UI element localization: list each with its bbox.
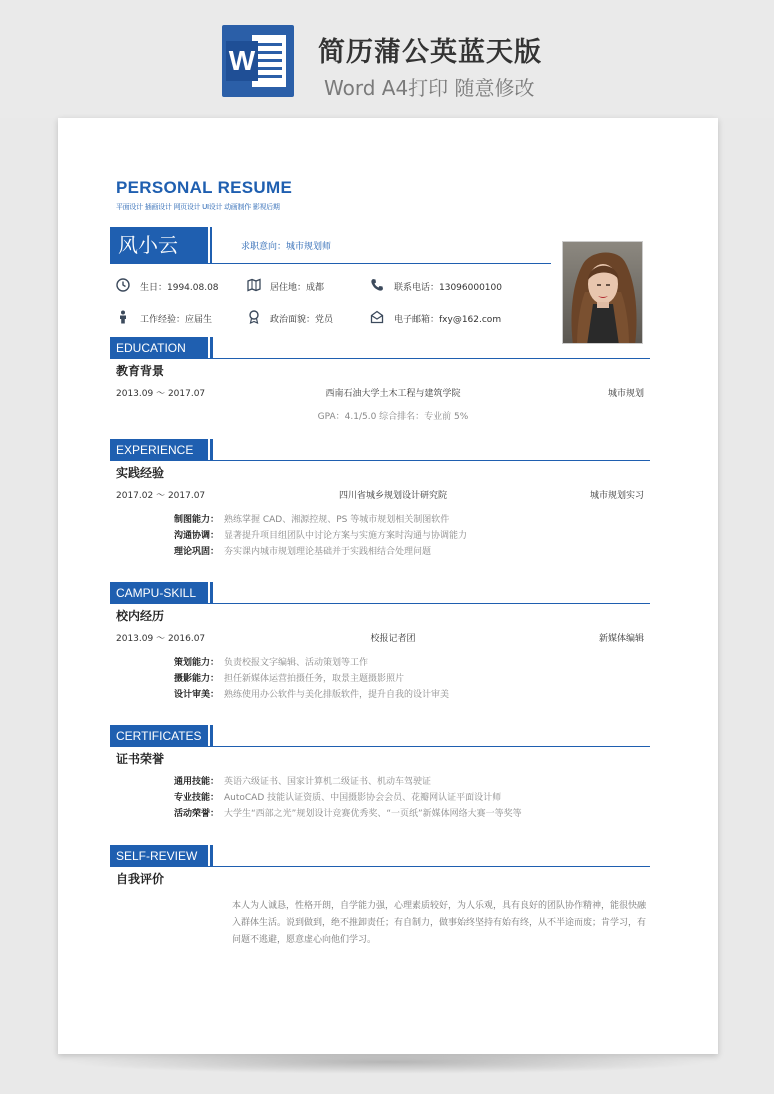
- word-logo-letter: W: [226, 41, 258, 81]
- info-experience: 工作经验：应届生: [140, 315, 213, 325]
- resume-page: [58, 118, 718, 1054]
- experience-divider: [110, 460, 650, 461]
- badge-icon: [247, 310, 261, 324]
- campus-divider: [110, 603, 650, 604]
- profile-photo: [562, 241, 643, 344]
- experience-org: 四川省城乡规划设计研究院: [338, 491, 447, 501]
- banner-subtitle: Word A4打印 随意修改: [324, 76, 535, 100]
- name-box: [110, 227, 208, 263]
- experience-title: 实践经验: [116, 466, 165, 480]
- certificates-title: 证书荣誉: [116, 752, 165, 766]
- phone-icon: [370, 278, 384, 292]
- section-header-certificates: [110, 725, 208, 747]
- certificate-item: 活动荣誉： 大学生“西部之光”规划设计竞赛优秀奖、“一页纸”新媒体网络大赛一等奖等: [174, 809, 522, 819]
- education-gpa: GPA：4.1/5.0 综合排名：专业前 5%: [317, 412, 469, 422]
- certificates-divider: [110, 746, 650, 747]
- education-header-label: EDUCATION: [116, 341, 186, 355]
- info-birthday: 生日：1994.08.08: [140, 283, 219, 293]
- campus-header-label: CAMPU-SKILL: [116, 586, 197, 600]
- job-target: 求职意向：城市规划师: [241, 242, 332, 252]
- campus-item: 策划能力： 负责校报文字编辑、活动策划等工作: [174, 658, 369, 668]
- word-logo-icon: [222, 25, 294, 97]
- section-header-self-review: [110, 845, 208, 867]
- self-review-text: 本人为人诚恳，性格开朗，自学能力强，心理素质较好，为人乐观，具有良好的团队协作精神，能很快融入群体生活。说到做到，绝不推卸责任；有自制力，做事始终坚持有始有终，从不半途而废；肯学习，有问题不逃避，愿意虚心向他们学习。: [232, 901, 647, 945]
- person-icon: [116, 310, 130, 324]
- certificate-item: 专业技能： AutoCAD 技能认证资质、中国摄影协会会员、花瓣网认证平面设计师: [174, 793, 502, 803]
- self-review-divider: [110, 866, 650, 867]
- clock-icon: [116, 278, 130, 292]
- self-review-title: 自我评价: [116, 872, 165, 886]
- map-icon: [247, 278, 261, 292]
- campus-date: 2013.09 ～ 2016.07: [116, 634, 206, 644]
- campus-item: 设计审美： 熟练使用办公软件与美化排版软件，提升自我的设计审美: [174, 690, 450, 700]
- name-divider: [110, 263, 551, 264]
- info-email: 电子邮箱：fxy@162.com: [394, 315, 502, 325]
- resume-subtitle: 平面设计 插画设计 网页设计 UI设计 动画制作 影视后期: [116, 203, 280, 211]
- section-header-education: [110, 337, 208, 359]
- certificates-header-label: CERTIFICATES: [116, 729, 202, 743]
- certificate-item: 通用技能： 英语六级证书、国家计算机二级证书、机动车驾驶证: [174, 777, 432, 787]
- banner-title: 简历蒲公英蓝天版: [318, 37, 542, 68]
- experience-item: 理论巩固： 夯实课内城市规划理论基础并于实践相结合处理问题: [174, 547, 432, 557]
- experience-header-label: EXPERIENCE: [116, 443, 194, 457]
- resume-title: PERSONAL RESUME: [116, 178, 293, 197]
- info-residence: 居住地：成都: [270, 283, 325, 293]
- section-header-campus: [110, 582, 208, 604]
- education-school: 西南石油大学土木工程与建筑学院: [325, 389, 461, 399]
- info-phone: 联系电话：13096000100: [394, 283, 502, 293]
- top-banner: [0, 0, 774, 118]
- campus-role: 新媒体编辑: [598, 634, 644, 644]
- campus-org: 校报记者团: [370, 634, 416, 644]
- candidate-name: 风小云: [118, 233, 178, 257]
- section-header-experience: [110, 439, 208, 461]
- self-review-header-label: SELF-REVIEW: [116, 849, 198, 863]
- campus-title: 校内经历: [116, 609, 165, 623]
- experience-item: 制图能力： 熟练掌握 CAD、湘源控规、PS 等城市规划相关制图软件: [174, 515, 450, 525]
- experience-date: 2017.02 ～ 2017.07: [116, 491, 206, 501]
- experience-role: 城市规划实习: [589, 491, 644, 501]
- education-divider: [110, 358, 650, 359]
- education-date: 2013.09 ～ 2017.07: [116, 389, 206, 399]
- experience-item: 沟通协调： 显著提升项目组团队中讨论方案与实施方案时沟通与协调能力: [174, 531, 468, 541]
- mail-icon: [370, 310, 384, 324]
- education-major: 城市规划: [607, 389, 644, 399]
- campus-item: 摄影能力： 担任新媒体运营拍摄任务，取景主题摄影照片: [174, 674, 405, 684]
- education-title: 教育背景: [116, 364, 165, 378]
- info-political: 政治面貌：党员: [270, 315, 334, 325]
